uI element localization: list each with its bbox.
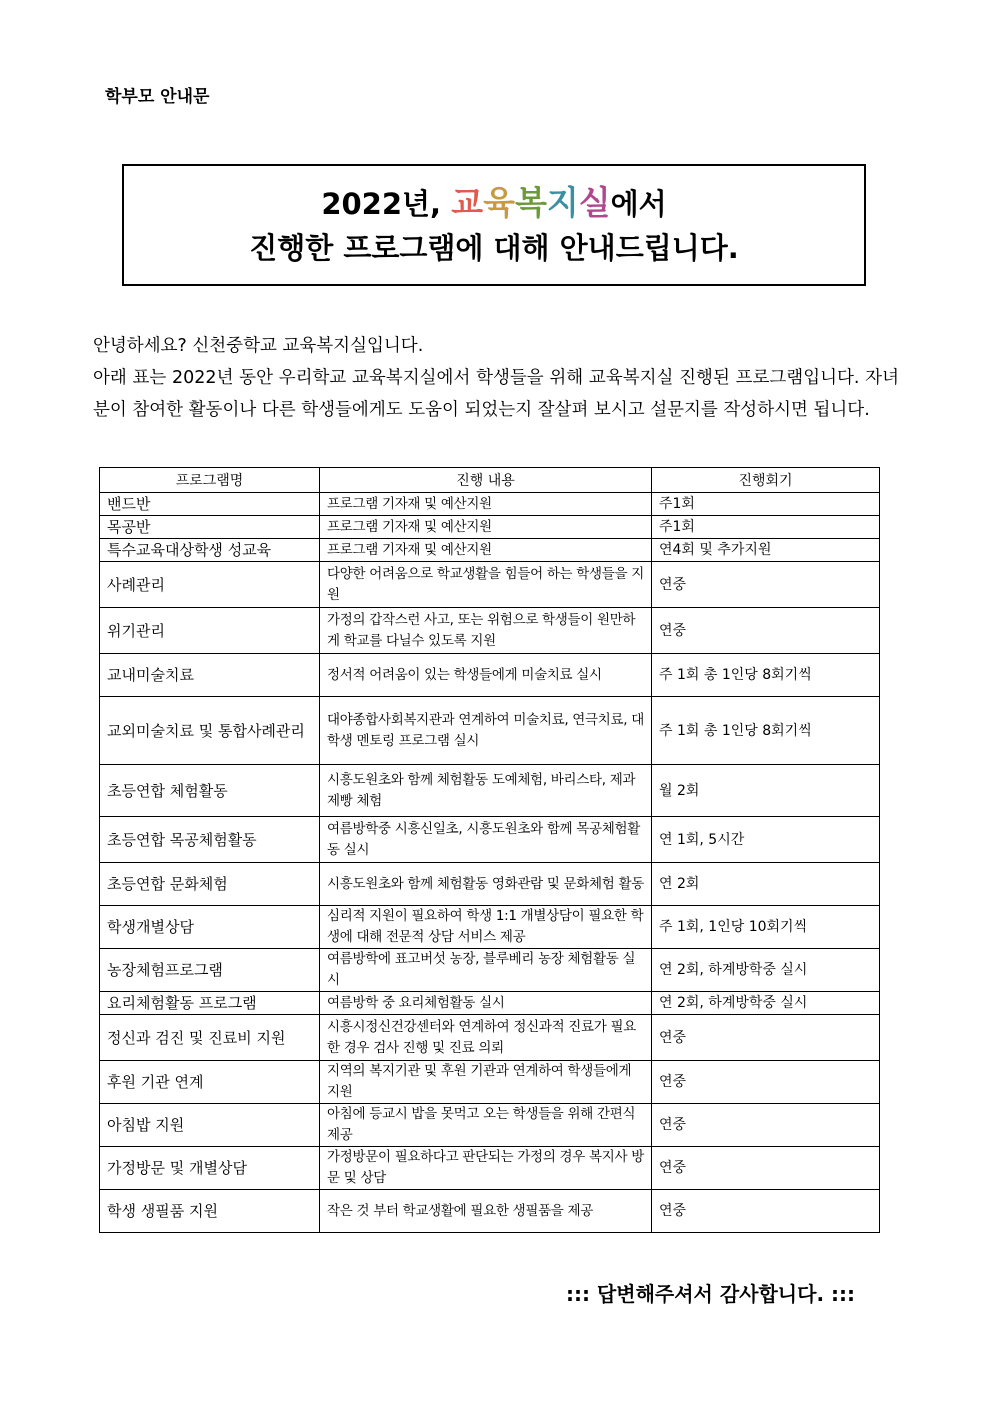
program-freq-cell: 연중 (652, 1015, 880, 1061)
program-freq-cell: 연 1회, 5시간 (652, 817, 880, 863)
table-row (100, 1015, 880, 1061)
program-table (99, 467, 880, 1233)
program-desc-cell: 여름방학중 시흥신일초, 시흥도원초와 함께 목공체험활동 실시 (320, 817, 652, 863)
program-freq-cell: 주 1회 총 1인당 8회기씩 (652, 654, 880, 697)
program-name-cell: 초등연합 체험활동 (100, 765, 320, 817)
program-name-cell: 교내미술치료 (100, 654, 320, 697)
program-desc-cell: 시흥도원초와 함께 체험활동 영화관람 및 문화체험 활동 (320, 863, 652, 906)
table-row (100, 697, 880, 765)
program-desc-cell: 대야종합사회복지관과 연계하여 미술치료, 연극치료, 대학생 멘토링 프로그램 실시 (320, 697, 652, 765)
title-line-1 (321, 181, 666, 226)
program-freq-cell: 월 2회 (652, 765, 880, 817)
program-freq-cell: 연중 (652, 1190, 880, 1233)
title-box (122, 164, 866, 286)
title-line-2: 진행한 프로그램에 대해 안내드립니다. (249, 230, 739, 265)
title-prefix: 2022년, (321, 186, 452, 221)
thanks-footer: ::: 답변해주셔서 감사합니다. ::: (566, 1282, 855, 1306)
program-name-cell: 요리체험활동 프로그램 (100, 992, 320, 1015)
intro-greeting: 안녕하세요? 신천중학교 교육복지실입니다. (93, 336, 424, 356)
program-name-cell: 농장체험프로그램 (100, 949, 320, 992)
program-desc-cell: 프로그램 기자재 및 예산지원 (320, 516, 652, 539)
header-frequency: 진행회기 (652, 468, 880, 493)
program-freq-cell: 연중 (652, 608, 880, 654)
program-name-cell: 학생개별상담 (100, 906, 320, 949)
program-desc-cell: 여름방학 중 요리체험활동 실시 (320, 992, 652, 1015)
title-suffix: 에서 (610, 186, 667, 221)
program-desc-cell: 지역의 복지기관 및 후원 기관과 연계하여 학생들에게 지원 (320, 1061, 652, 1104)
program-name-cell: 사례관리 (100, 562, 320, 608)
program-freq-cell: 주 1회 총 1인당 8회기씩 (652, 697, 880, 765)
table-row (100, 493, 880, 516)
program-freq-cell: 연4회 및 추가지원 (652, 539, 880, 562)
table-row (100, 562, 880, 608)
program-freq-cell: 연중 (652, 562, 880, 608)
program-desc-cell: 정서적 어려움이 있는 학생들에게 미술치료 실시 (320, 654, 652, 697)
title-colored-char: 실 (578, 182, 611, 222)
table-row (100, 1104, 880, 1147)
program-name-cell: 후원 기관 연계 (100, 1061, 320, 1104)
table-row (100, 654, 880, 697)
table-row (100, 949, 880, 992)
header-content: 진행 내용 (320, 468, 652, 493)
title-colored-char: 지 (546, 182, 579, 222)
program-desc-cell: 아침에 등교시 밥을 못먹고 오는 학생들을 위해 간편식 제공 (320, 1104, 652, 1147)
table-row (100, 992, 880, 1015)
program-freq-cell: 주1회 (652, 516, 880, 539)
program-name-cell: 초등연합 목공체험활동 (100, 817, 320, 863)
program-desc-cell: 다양한 어려움으로 학교생활을 힘들어 하는 학생들을 지원 (320, 562, 652, 608)
program-name-cell: 교외미술치료 및 통합사례관리 (100, 697, 320, 765)
intro-body: 아래 표는 2022년 동안 우리학교 교육복지실에서 학생들을 위해 교육복지실 진행된 프로그램입니다. 자녀분이 참여한 활동이나 다른 학생들에게도 도움이 되었는지 잘살펴 보시고 설문지를 작성하시면 됩니다. (93, 368, 899, 420)
table-header-row (100, 468, 880, 493)
title-colored-char: 교 (451, 182, 484, 222)
program-desc-cell: 작은 것 부터 학교생활에 필요한 생필품을 제공 (320, 1190, 652, 1233)
table-row (100, 817, 880, 863)
program-freq-cell: 연중 (652, 1061, 880, 1104)
title-colored-char: 복 (514, 182, 547, 222)
program-desc-cell: 가정방문이 필요하다고 판단되는 가정의 경우 복지사 방문 및 상담 (320, 1147, 652, 1190)
program-desc-cell: 시흥도원초와 함께 체험활동 도예체험, 바리스타, 제과제빵 체험 (320, 765, 652, 817)
table-row (100, 906, 880, 949)
table-row (100, 1061, 880, 1104)
program-desc-cell: 프로그램 기자재 및 예산지원 (320, 493, 652, 516)
table-row (100, 1190, 880, 1233)
program-desc-cell: 시흥시정신건강센터와 연계하여 정신과적 진료가 필요한 경우 검사 진행 및 진료 의뢰 (320, 1015, 652, 1061)
program-freq-cell: 연중 (652, 1104, 880, 1147)
table-row (100, 539, 880, 562)
program-name-cell: 위기관리 (100, 608, 320, 654)
program-name-cell: 초등연합 문화체험 (100, 863, 320, 906)
program-name-cell: 밴드반 (100, 493, 320, 516)
table-row (100, 516, 880, 539)
intro-text (93, 330, 899, 426)
notice-label: 학부모 안내문 (105, 87, 210, 107)
program-name-cell: 아침밥 지원 (100, 1104, 320, 1147)
table-row (100, 765, 880, 817)
table-row (100, 608, 880, 654)
program-name-cell: 정신과 검진 및 진료비 지원 (100, 1015, 320, 1061)
program-desc-cell: 여름방학에 표고버섯 농장, 블루베리 농장 체험활동 실시 (320, 949, 652, 992)
program-desc-cell: 가정의 갑작스런 사고, 또는 위험으로 학생들이 원만하게 학교를 다닐수 있도록 지원 (320, 608, 652, 654)
program-freq-cell: 주1회 (652, 493, 880, 516)
program-freq-cell: 연 2회, 하계방학중 실시 (652, 992, 880, 1015)
table-row (100, 1147, 880, 1190)
program-name-cell: 목공반 (100, 516, 320, 539)
program-freq-cell: 주 1회, 1인당 10회기씩 (652, 906, 880, 949)
title-colored-char: 육 (483, 182, 515, 222)
program-freq-cell: 연 2회, 하계방학중 실시 (652, 949, 880, 992)
program-freq-cell: 연중 (652, 1147, 880, 1190)
program-name-cell: 학생 생필품 지원 (100, 1190, 320, 1233)
program-desc-cell: 심리적 지원이 필요하여 학생 1:1 개별상담이 필요한 학생에 대해 전문적 상담 서비스 제공 (320, 906, 652, 949)
table-row (100, 863, 880, 906)
program-name-cell: 특수교육대상학생 성교육 (100, 539, 320, 562)
title-colored-word (451, 182, 611, 222)
program-name-cell: 가정방문 및 개별상담 (100, 1147, 320, 1190)
header-program-name: 프로그램명 (100, 468, 320, 493)
program-freq-cell: 연 2회 (652, 863, 880, 906)
program-desc-cell: 프로그램 기자재 및 예산지원 (320, 539, 652, 562)
